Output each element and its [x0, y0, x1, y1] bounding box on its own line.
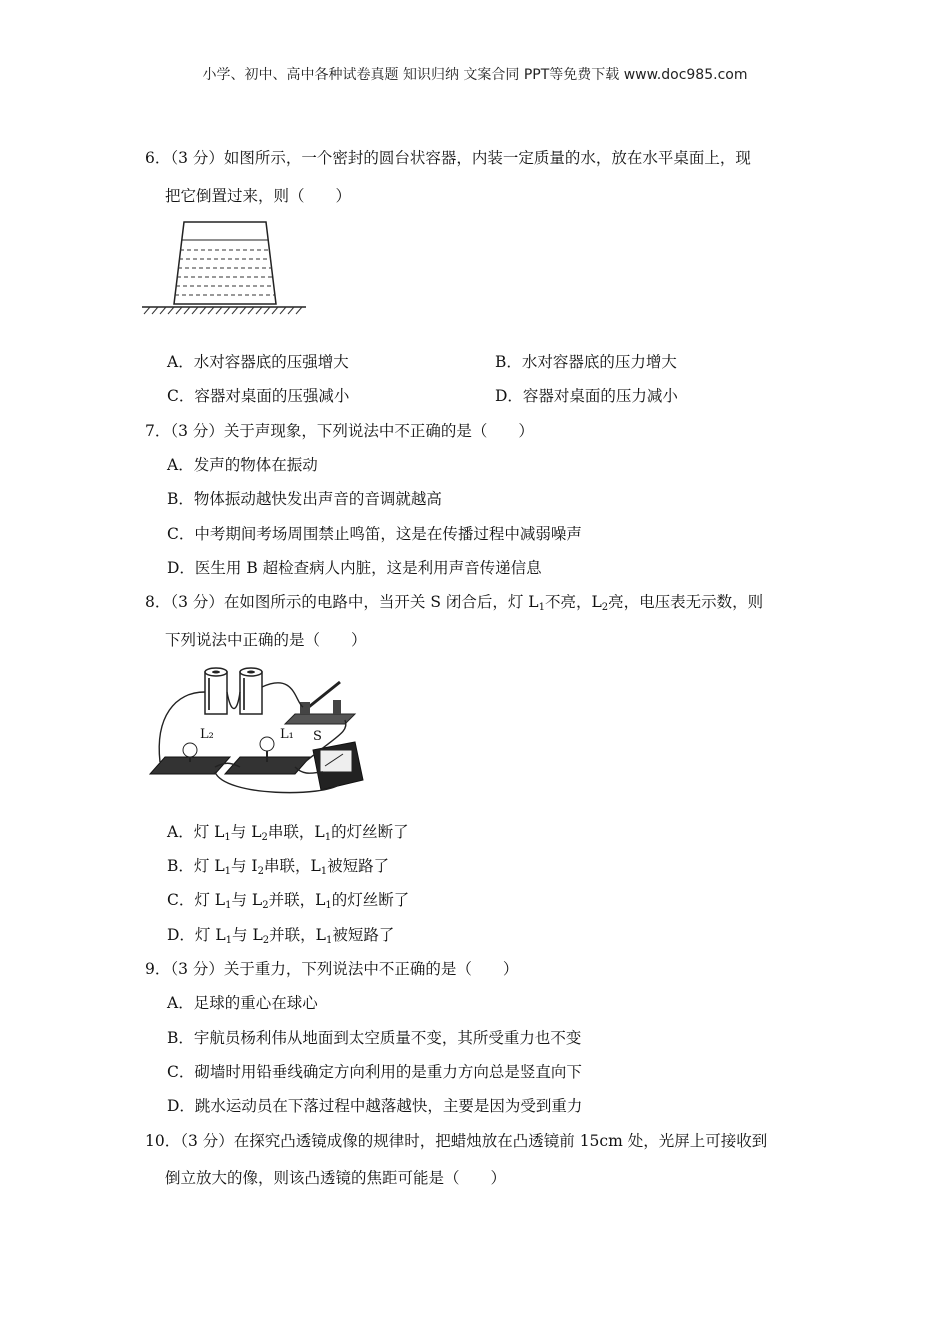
lamp-board-l2 [150, 743, 230, 774]
q9-stem: 9．（3 分）关于重力，下列说法中不正确的是（ ） [145, 960, 519, 978]
q9-option-d: D．跳水运动员在下落过程中越落越快，主要是因为受到重力 [167, 1097, 583, 1115]
l2-label: L₂ [200, 727, 214, 742]
q9-option-c: C．砌墙时用铅垂线确定方向利用的是重力方向总是竖直向下 [167, 1063, 582, 1081]
switch [285, 682, 355, 724]
switch-label: S [313, 729, 322, 744]
q10-stem-line2: 倒立放大的像，则该凸透镜的焦距可能是（ ） [165, 1169, 507, 1187]
q9-option-b: B．宇航员杨利伟从地面到太空质量不变，其所受重力也不变 [167, 1029, 582, 1047]
q8-option-d: D．灯 $L_1$与 $L_2$并联，$L_1$被短路了 [167, 926, 395, 946]
q7-option-c: C．中考期间考场周围禁止鸣笛，这是在传播过程中减弱噪声 [167, 525, 582, 543]
q8-stem-line2: 下列说法中正确的是（ ） [165, 631, 367, 649]
q6-stem-line1: 6．（3 分）如图所示，一个密封的圆台状容器，内装一定质量的水，放在水平桌面上，现 [145, 149, 751, 167]
q8-option-c: C．灯 $L_1$与 $L_2$并联，$L_1$的灯丝断了 [167, 891, 410, 911]
q7-option-b: B．物体振动越快发出声音的音调就越高 [167, 490, 442, 508]
q10-stem-line1: 10．（3 分）在探究凸透镜成像的规律时，把蜡烛放在凸透镜前 15cm 处，光屏上可接收到 [145, 1132, 768, 1150]
q7-option-d: D．医生用 B 超检查病人内脏，这是利用声音传递信息 [167, 559, 542, 577]
q8-stem-line1: 8．（3 分）在如图所示的电路中，当开关 S 闭合后，灯 $L_1$不亮，$L_2$亮，电压表无示数，则 [145, 593, 764, 613]
q6-stem-line2: 把它倒置过来，则（ ） [165, 187, 352, 205]
truncated-cone-container-figure [142, 218, 308, 324]
q7-stem: 7．（3 分）关于声现象，下列说法中不正确的是（ ） [145, 422, 534, 440]
circuit-figure [145, 662, 365, 802]
q6-option-b: B．水对容器底的压力增大 [495, 353, 677, 371]
battery-left [205, 668, 227, 714]
q6-option-d: D．容器对桌面的压力减小 [495, 387, 678, 405]
page-header: 小学、初中、高中各种试卷真题 知识归纳 文案合同 PPT等免费下载 www.doc985.com [202, 67, 748, 83]
q8-option-b: B．灯 $L_1$与 $I_2$串联，$L_1$被短路了 [167, 857, 390, 877]
q6-option-a: A．水对容器底的压强增大 [167, 353, 349, 371]
q8-option-a: A．灯 $L_1$与 $L_2$串联，$L_1$的灯丝断了 [167, 823, 409, 843]
q6-option-c: C．容器对桌面的压强减小 [167, 387, 350, 405]
q9-option-a: A．足球的重心在球心 [167, 994, 318, 1012]
battery-right [240, 668, 262, 714]
l1-label: L₁ [280, 727, 294, 742]
q7-option-a: A．发声的物体在振动 [167, 456, 318, 474]
